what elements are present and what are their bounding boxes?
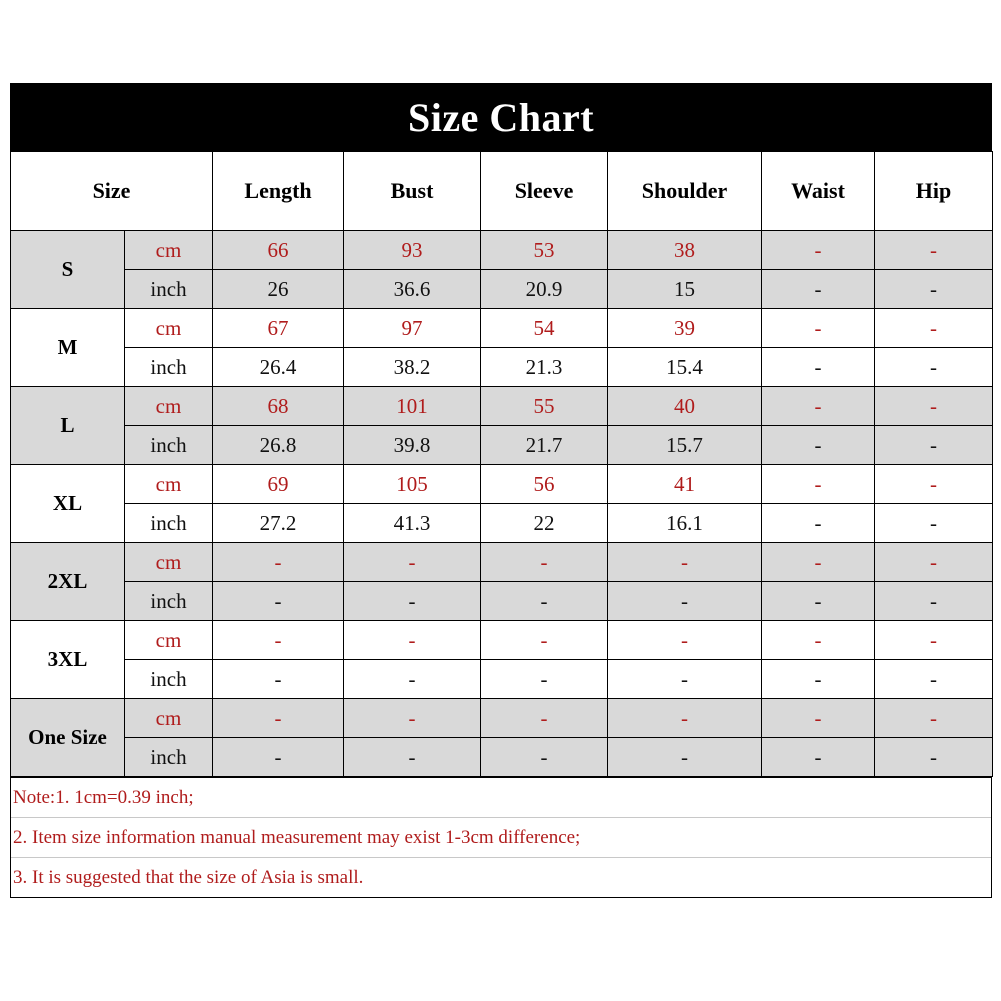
value-cell: - [875, 699, 993, 738]
value-cell: 26.4 [213, 348, 344, 387]
table-row [11, 543, 993, 582]
value-cell: 39 [608, 309, 762, 348]
header-sleeve: Sleeve [481, 152, 608, 231]
value-cell: - [608, 699, 762, 738]
value-cell: - [481, 738, 608, 777]
note-2: 2. Item size information manual measurement may exist 1-3cm difference; [11, 817, 991, 857]
value-cell: - [481, 699, 608, 738]
value-cell: - [608, 660, 762, 699]
unit-label-inch: inch [125, 348, 213, 387]
value-cell: - [344, 660, 481, 699]
table-row [11, 426, 993, 465]
value-cell: 69 [213, 465, 344, 504]
unit-label-cm: cm [125, 387, 213, 426]
value-cell: 26 [213, 270, 344, 309]
value-cell: - [213, 621, 344, 660]
table-row [11, 621, 993, 660]
size-label: 3XL [11, 621, 125, 699]
value-cell: - [344, 699, 481, 738]
value-cell: - [213, 699, 344, 738]
value-cell: - [762, 582, 875, 621]
value-cell: - [481, 621, 608, 660]
value-cell: - [875, 231, 993, 270]
table-row [11, 309, 993, 348]
notes [10, 777, 992, 898]
value-cell: - [875, 504, 993, 543]
value-cell: - [875, 582, 993, 621]
value-cell: - [344, 738, 481, 777]
value-cell: 38.2 [344, 348, 481, 387]
table-row [11, 504, 993, 543]
value-cell: - [762, 543, 875, 582]
value-cell: 68 [213, 387, 344, 426]
value-cell: - [481, 543, 608, 582]
value-cell: - [875, 426, 993, 465]
value-cell: 15 [608, 270, 762, 309]
table-row [11, 582, 993, 621]
size-label: L [11, 387, 125, 465]
value-cell: 15.7 [608, 426, 762, 465]
unit-label-cm: cm [125, 465, 213, 504]
value-cell: 16.1 [608, 504, 762, 543]
size-label: 2XL [11, 543, 125, 621]
unit-label-inch: inch [125, 504, 213, 543]
unit-label-inch: inch [125, 582, 213, 621]
size-label: XL [11, 465, 125, 543]
value-cell: - [608, 738, 762, 777]
value-cell: - [875, 309, 993, 348]
header-hip: Hip [875, 152, 993, 231]
table-body [11, 231, 993, 777]
table-row [11, 738, 993, 777]
header-waist: Waist [762, 152, 875, 231]
value-cell: 22 [481, 504, 608, 543]
value-cell: 38 [608, 231, 762, 270]
value-cell: - [762, 621, 875, 660]
value-cell: - [875, 543, 993, 582]
value-cell: - [608, 621, 762, 660]
value-cell: 93 [344, 231, 481, 270]
unit-label-cm: cm [125, 543, 213, 582]
value-cell: - [213, 543, 344, 582]
unit-label-cm: cm [125, 621, 213, 660]
header-bust: Bust [344, 152, 481, 231]
table-row [11, 270, 993, 309]
value-cell: 41 [608, 465, 762, 504]
value-cell: - [762, 309, 875, 348]
value-cell: - [762, 270, 875, 309]
header-shoulder: Shoulder [608, 152, 762, 231]
value-cell: - [875, 660, 993, 699]
value-cell: - [762, 348, 875, 387]
value-cell: - [762, 465, 875, 504]
value-cell: - [344, 621, 481, 660]
value-cell: 101 [344, 387, 481, 426]
table-row [11, 660, 993, 699]
chart-title: Size Chart [10, 83, 992, 151]
header-size: Size [11, 152, 213, 231]
note-1: Note:1. 1cm=0.39 inch; [11, 777, 991, 817]
value-cell: - [762, 231, 875, 270]
unit-label-cm: cm [125, 309, 213, 348]
value-cell: - [344, 543, 481, 582]
value-cell: 40 [608, 387, 762, 426]
value-cell: 36.6 [344, 270, 481, 309]
value-cell: - [875, 465, 993, 504]
size-chart [10, 83, 992, 898]
value-cell: - [762, 504, 875, 543]
value-cell: - [762, 699, 875, 738]
value-cell: 21.7 [481, 426, 608, 465]
size-label: M [11, 309, 125, 387]
value-cell: - [875, 621, 993, 660]
value-cell: 39.8 [344, 426, 481, 465]
header-row [11, 152, 993, 231]
value-cell: - [213, 738, 344, 777]
unit-label-inch: inch [125, 426, 213, 465]
table-row [11, 387, 993, 426]
value-cell: - [608, 543, 762, 582]
value-cell: 27.2 [213, 504, 344, 543]
value-cell: 97 [344, 309, 481, 348]
value-cell: - [213, 582, 344, 621]
header-length: Length [213, 152, 344, 231]
value-cell: - [481, 660, 608, 699]
table-row [11, 231, 993, 270]
value-cell: 66 [213, 231, 344, 270]
value-cell: - [213, 660, 344, 699]
value-cell: 15.4 [608, 348, 762, 387]
value-cell: 53 [481, 231, 608, 270]
table-row [11, 465, 993, 504]
value-cell: - [762, 738, 875, 777]
size-label: S [11, 231, 125, 309]
size-table [10, 151, 993, 777]
value-cell: - [481, 582, 608, 621]
unit-label-inch: inch [125, 738, 213, 777]
unit-label-cm: cm [125, 699, 213, 738]
value-cell: 21.3 [481, 348, 608, 387]
value-cell: - [875, 270, 993, 309]
size-label: One Size [11, 699, 125, 777]
value-cell: - [608, 582, 762, 621]
value-cell: - [344, 582, 481, 621]
value-cell: 56 [481, 465, 608, 504]
value-cell: - [762, 660, 875, 699]
value-cell: 20.9 [481, 270, 608, 309]
note-3: 3. It is suggested that the size of Asia is small. [11, 857, 991, 897]
unit-label-inch: inch [125, 660, 213, 699]
value-cell: - [762, 387, 875, 426]
table-row [11, 699, 993, 738]
value-cell: - [762, 426, 875, 465]
value-cell: - [875, 348, 993, 387]
table-row [11, 348, 993, 387]
value-cell: - [875, 738, 993, 777]
value-cell: 67 [213, 309, 344, 348]
unit-label-cm: cm [125, 231, 213, 270]
value-cell: 55 [481, 387, 608, 426]
unit-label-inch: inch [125, 270, 213, 309]
value-cell: 105 [344, 465, 481, 504]
value-cell: 41.3 [344, 504, 481, 543]
value-cell: 26.8 [213, 426, 344, 465]
value-cell: - [875, 387, 993, 426]
value-cell: 54 [481, 309, 608, 348]
